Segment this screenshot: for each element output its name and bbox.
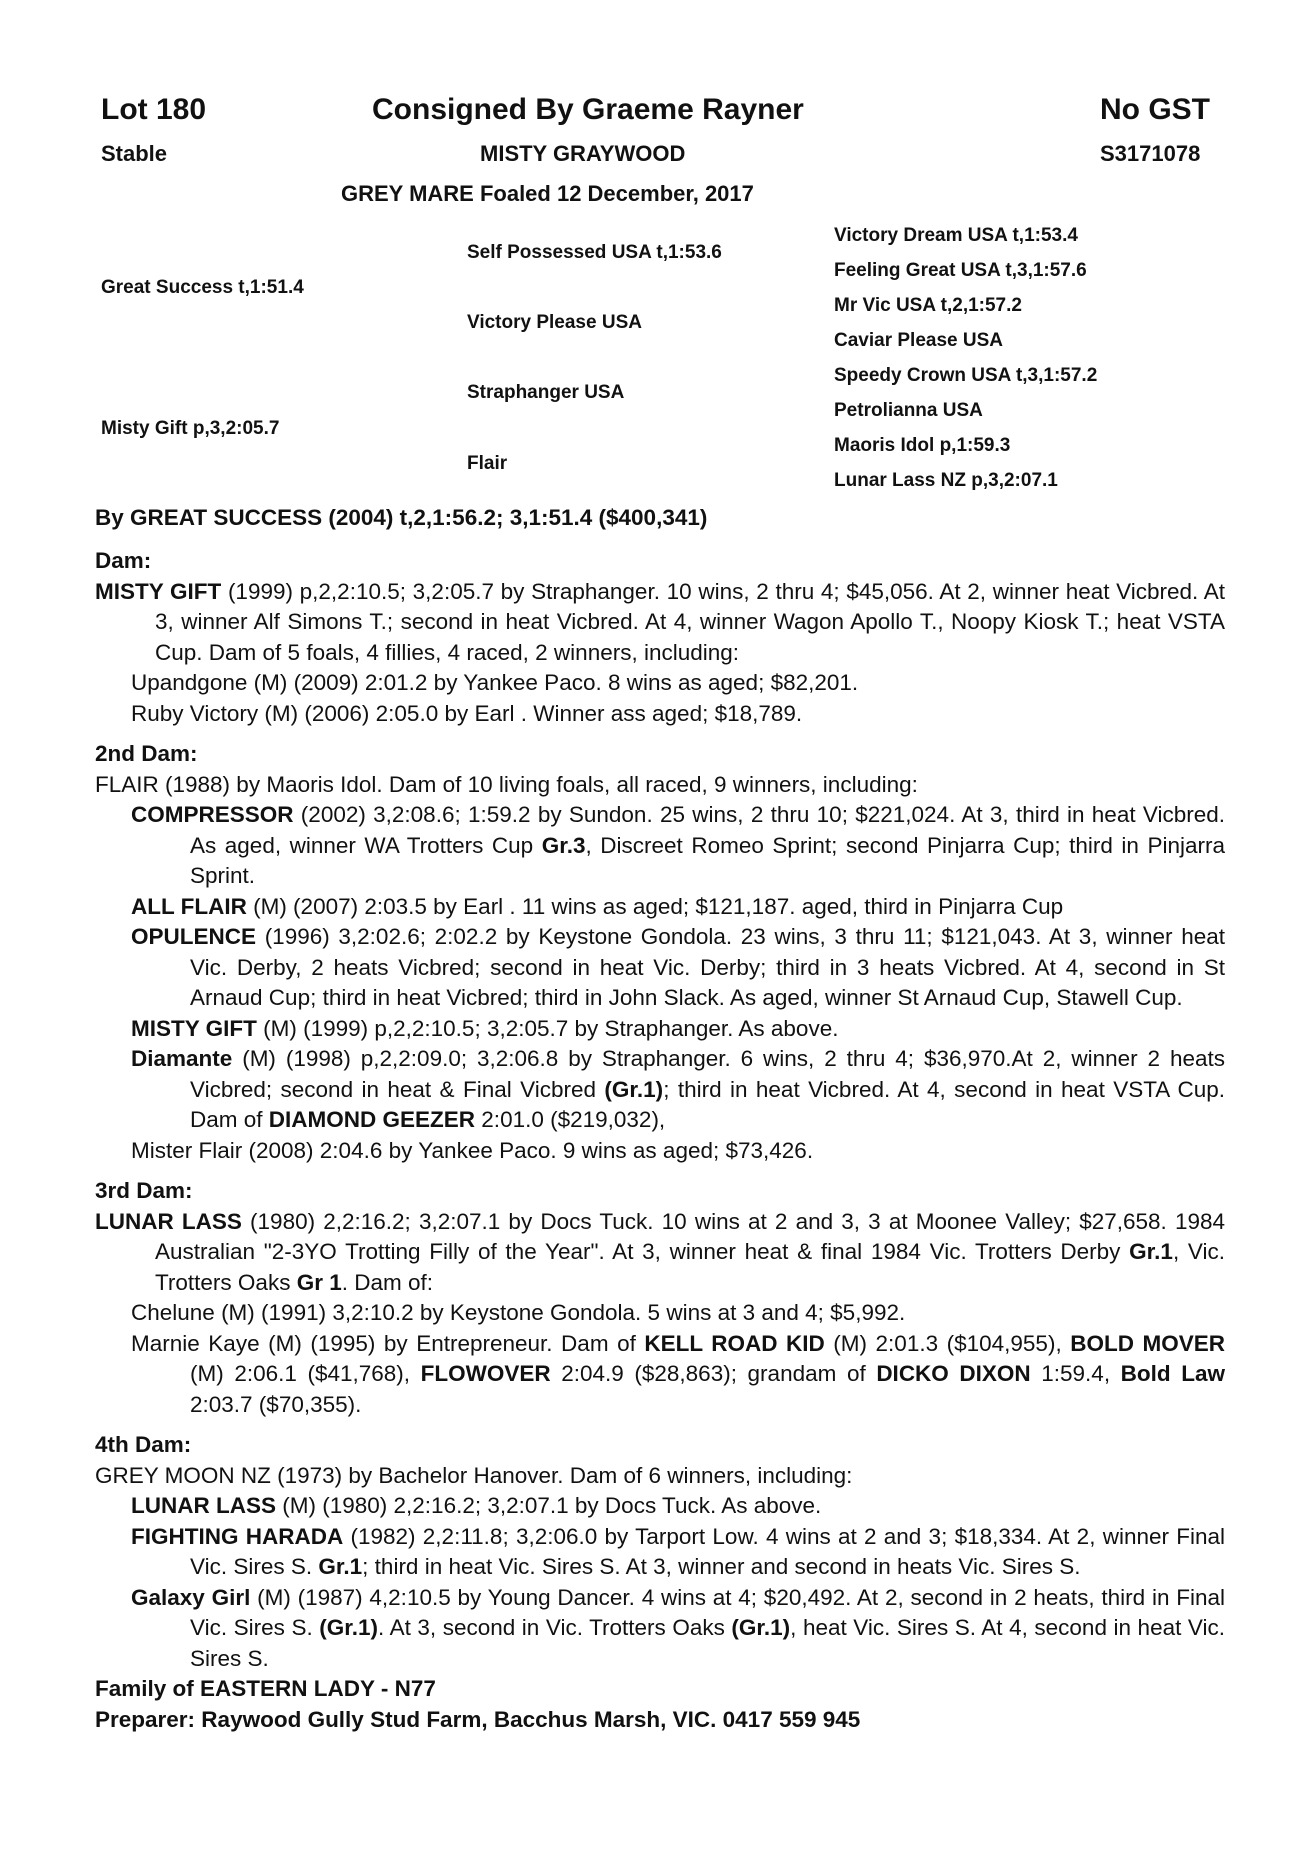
progeny-entry: Marnie Kaye (M) (1995) by Entrepreneur. Dam of KELL ROAD KID (M) 2:01.3 ($104,955), BOLD MOVER (M) 2:06.1 ($41,768), FLOWOVER 2:04.9 ($28,863); grandam of DICKO DIXON 1:59.4, Bold Law 2:03.7 ($70,355). xyxy=(131,1330,1226,1417)
progeny-entry: MISTY GIFT (M) (1999) p,2,2:10.5; 3,2:05.7 by Straphanger. As above. xyxy=(131,1015,839,1041)
gen3-1: Victory Dream USA t,1:53.4 xyxy=(834,225,1078,246)
second-dam-heading: 2nd Dam: xyxy=(95,741,198,766)
dam-heading: Dam: xyxy=(95,548,152,573)
progeny-entry: Ruby Victory (M) (2006) 2:05.0 by Earl . Winner ass aged; $18,789. xyxy=(131,700,803,726)
progeny-entry: Chelune (M) (1991) 3,2:10.2 by Keystone Gondola. 5 wins at 3 and 4; $5,992. xyxy=(131,1300,906,1325)
sire-sire: Self Possessed USA t,1:53.6 xyxy=(467,242,722,263)
progeny-entry: ALL FLAIR (M) (2007) 2:03.5 by Earl . 11 wins as aged; $121,187. aged, third in Pinjarra Cup xyxy=(131,893,1064,919)
lot-number: Lot 180 xyxy=(101,93,207,126)
fourth-dam-heading: 4th Dam: xyxy=(95,1432,192,1457)
gen3-3: Mr Vic USA t,2,1:57.2 xyxy=(834,295,1022,316)
dam: Misty Gift p,3,2:05.7 xyxy=(101,418,280,439)
progeny-entry: Galaxy Girl (M) (1987) 4,2:10.5 by Young Dancer. 4 wins at 4; $20,492. At 2, second in 2 heats, third in Final Vic. Sires S. (Gr.1). At 3, second in Vic. Trotters Oaks (Gr.1), heat Vic. Sires S. At 4, second in heat Vic. Sires S. xyxy=(131,1584,1225,1671)
third-dam-heading: 3rd Dam: xyxy=(95,1178,193,1203)
horse-name: MISTY GRAYWOOD xyxy=(480,141,686,166)
progeny-entry: COMPRESSOR (2002) 3,2:08.6; 1:59.2 by Sundon. 25 wins, 2 thru 10; $221,024. At 3, third in heat Vicbred. As aged, winner WA Trotters Cup Gr.3, Discreet Romeo Sprint; second Pinjarra Cup; third in Pinjarra Sprint. xyxy=(131,802,1225,888)
progeny-entry: Diamante (M) (1998) p,2,2:09.0; 3,2:06.8 by Straphanger. 6 wins, 2 thru 4; $36,970.At 2, winner 2 heats Vicbred; second in heat & Final Vicbred (Gr.1); third in heat Vicbred. At 4, second in heat VSTA Cup. Dam of DIAMOND GEEZER 2:01.0 ($219,032), xyxy=(131,1046,1225,1132)
gen3-7: Maoris Idol p,1:59.3 xyxy=(834,435,1011,456)
gen3-5: Speedy Crown USA t,3,1:57.2 xyxy=(834,365,1098,386)
gst-status: No GST xyxy=(1100,93,1210,126)
dam-entry: MISTY GIFT (1999) p,2,2:10.5; 3,2:05.7 by Straphanger. 10 wins, 2 thru 4; $45,056. At 2, winner heat Vicbred. At 3, winner Alf Simons T.; second in heat Vicbred. At 4, winner Wagon Apollo T., Noopy Kiosk T.; heat VSTA Cup. Dam of 5 foals, 4 fillies, 4 raced, 2 winners, including: xyxy=(95,578,1225,665)
dam-dam: Flair xyxy=(467,453,508,474)
sire: Great Success t,1:51.4 xyxy=(101,277,304,298)
progeny-entry: Upandgone (M) (2009) 2:01.2 by Yankee Paco. 8 wins as aged; $82,201. xyxy=(131,670,859,695)
sire-by-line: By GREAT SUCCESS (2004) t,2,1:56.2; 3,1:51.4 ($400,341) xyxy=(95,505,708,530)
consignor: Consigned By Graeme Rayner xyxy=(372,93,804,126)
family-line: Family of EASTERN LADY - N77 xyxy=(95,1676,436,1701)
gen3-4: Caviar Please USA xyxy=(834,330,1003,351)
catalogue-body xyxy=(95,546,1225,1735)
sire-dam: Victory Please USA xyxy=(467,312,642,333)
stable-code: S3171078 xyxy=(1100,141,1201,166)
gen3-2: Feeling Great USA t,3,1:57.6 xyxy=(834,260,1087,281)
dam-sire: Straphanger USA xyxy=(467,382,625,403)
second-dam-entry: FLAIR (1988) by Maoris Idol. Dam of 10 living foals, all raced, 9 winners, including: xyxy=(95,771,918,797)
progeny-entry: FIGHTING HARADA (1982) 2,2:11.8; 3,2:06.0 by Tarport Low. 4 wins at 2 and 3; $18,334. At 2, winner Final Vic. Sires S. Gr.1; third in heat Vic. Sires S. At 3, winner and second in heats Vic. Sires S. xyxy=(131,1523,1226,1579)
progeny-entry: OPULENCE (1996) 3,2:02.6; 2:02.2 by Keystone Gondola. 23 wins, 3 thru 11; $121,043. At 3, winner heat Vic. Derby, 2 heats Vicbred; second in heat Vic. Derby; third in 3 heats Vicbred. At 4, second in St Arnaud Cup; third in heat Vicbred; third in John Slack. As aged, winner St Arnaud Cup, Stawell Cup. xyxy=(131,924,1225,1010)
progeny-entry: Mister Flair (2008) 2:04.6 by Yankee Paco. 9 wins as aged; $73,426. xyxy=(131,1137,814,1163)
stable-label: Stable xyxy=(101,141,168,166)
gen3-8: Lunar Lass NZ p,3,2:07.1 xyxy=(834,470,1058,491)
fourth-dam-entry: GREY MOON NZ (1973) by Bachelor Hanover. Dam of 6 winners, including: xyxy=(95,1462,853,1488)
progeny-entry: LUNAR LASS (M) (1980) 2,2:16.2; 3,2:07.1 by Docs Tuck. As above. xyxy=(131,1493,822,1518)
third-dam-entry: LUNAR LASS (1980) 2,2:16.2; 3,2:07.1 by Docs Tuck. 10 wins at 2 and 3, 3 at Moonee Valley; $27,658. 1984 Australian "2-3YO Trotting Filly of the Year". At 3, winner heat & final 1984 Vic. Trotters Derby Gr.1, Vic. Trotters Oaks Gr 1. Dam of: xyxy=(95,1208,1226,1295)
preparer-line: Preparer: Raywood Gully Stud Farm, Bacchus Marsh, VIC. 0417 559 945 xyxy=(95,1706,861,1732)
dam-name: MISTY GIFT xyxy=(95,578,222,604)
foaled-line: GREY MARE Foaled 12 December, 2017 xyxy=(341,181,754,206)
gen3-6: Petrolianna USA xyxy=(834,400,983,421)
